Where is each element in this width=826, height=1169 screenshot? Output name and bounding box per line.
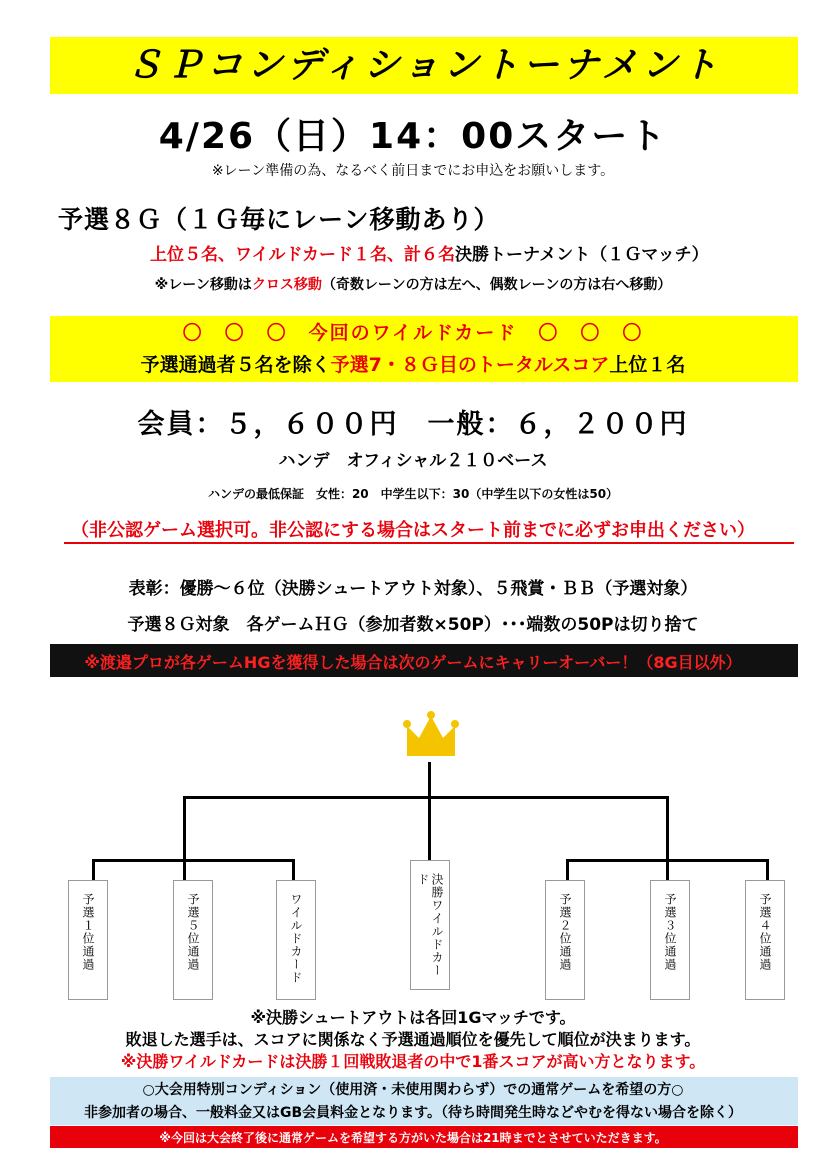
crown-icon: [403, 710, 459, 758]
slot-qualifier-4: [745, 880, 785, 1000]
bracket-line: [666, 859, 669, 881]
bracket-line: [183, 859, 186, 881]
info-line-2: 非参加者の場合、一般料金又はGB会員料金となります。（待ち時間発生時などやむを得ない場合を除く）: [83, 1105, 743, 1121]
bracket-line: [428, 796, 431, 860]
qualifying-heading: 予選８Ｇ（１Ｇ毎にレーン移動あり）: [58, 205, 500, 234]
bracket-line: [92, 859, 294, 862]
shootout-note-3: ※決勝ワイルドカードは決勝１回戦敗退者の中で1番スコアが高い方となります。: [120, 1052, 706, 1071]
wildcard-desc-prefix: 予選通過者５名を除く: [140, 354, 331, 376]
slot-label: ワイルドカード: [289, 893, 303, 984]
bracket-line: [183, 796, 186, 861]
bracket-line: [766, 859, 769, 881]
slot-qualifier-3: [650, 880, 690, 1000]
finals-qualifiers: 上位５名、ワイルドカード１名、計６名: [150, 245, 455, 265]
lane-note: [0, 274, 826, 294]
shootout-note-2: 敗退した選手は、スコアに関係なく予選通過順位を優先して順位が決まります。: [125, 1030, 701, 1049]
unofficial-underline: [64, 542, 794, 544]
slot-label: 予選３位通過: [663, 893, 677, 971]
handicap-line: ハンデ オフィシャル２１０ベース: [278, 451, 548, 471]
bracket-line: [666, 796, 669, 861]
fee-line: 会員：５，６００円 一般：６，２００円: [137, 409, 689, 440]
footer-notice: ※今回は大会終了後に通常ゲームを希望する方がいた場合は21時までとさせていただきます。: [159, 1131, 667, 1145]
slot-wildcard: [276, 880, 316, 1000]
slot-qualifier-1: [68, 880, 108, 1000]
start-date: 4/26（日）14：00スタート: [158, 116, 668, 157]
info-line-1: ○大会用特別コンディション（使用済・未使用関わらず）での通常ゲームを希望の方○: [142, 1082, 684, 1098]
lane-note-cross: クロス移動: [251, 277, 322, 293]
bracket-line: [566, 859, 569, 881]
wildcard-desc-score: 予選7・８Ｇ目のトータルスコア: [330, 354, 610, 376]
slot-label: 予選２位通過: [558, 893, 572, 971]
finals-format: 決勝トーナメント（１Ｇマッチ）: [454, 245, 709, 265]
bracket-line: [428, 762, 431, 798]
finals-line: [150, 240, 709, 265]
lane-note-prefix: ※レーン移動は: [154, 277, 252, 293]
bracket-line: [92, 859, 95, 881]
slot-finals-wildcard: [410, 860, 450, 990]
bracket-line: [292, 859, 295, 881]
carry-over-note: ※渡邉プロが各ゲームHGを獲得した場合は次のゲームにキャリーオーバー！（8G目以外）: [84, 653, 742, 672]
wildcard-desc-suffix: 上位１名: [609, 354, 686, 376]
date-note: ※レーン準備の為、なるべく前日までにお申込をお願いします。: [211, 163, 615, 179]
slot-label: 予選１位通過: [81, 893, 95, 971]
slot-label: 予選４位通過: [758, 893, 772, 971]
slot-qualifier-5: [173, 880, 213, 1000]
awards-line: 表彰：優勝～６位（決勝シュートアウト対象）、５飛賞・ＢＢ（予選対象）: [128, 579, 698, 599]
page-title: ＳＰコンディショントーナメント: [126, 45, 722, 86]
slot-label: 決勝ワイルドカード: [416, 873, 444, 977]
slot-label: 予選５位通過: [186, 893, 200, 971]
shootout-note-1: ※決勝シュートアウトは各回1Gマッチです。: [250, 1008, 576, 1027]
bracket-line: [183, 796, 668, 799]
unofficial-note: （非公認ゲーム選択可。非公認にする場合はスタート前までに必ずお申出ください）: [71, 520, 755, 541]
wildcard-title: 〇 〇 〇 今回のワイルドカード 〇 〇 〇: [182, 322, 644, 344]
hg-line: 予選８Ｇ対象 各ゲームＨＧ（参加者数×50P）･･･端数の50Pは切り捨て: [127, 615, 699, 635]
wildcard-desc: [0, 350, 826, 377]
slot-qualifier-2: [545, 880, 585, 1000]
lane-note-suffix: （奇数レーンの方は左へ、偶数レーンの方は右へ移動）: [321, 277, 672, 293]
handicap-minimum: ハンデの最低保証 女性：20 中学生以下：30（中学生以下の女性は50）: [207, 487, 619, 501]
